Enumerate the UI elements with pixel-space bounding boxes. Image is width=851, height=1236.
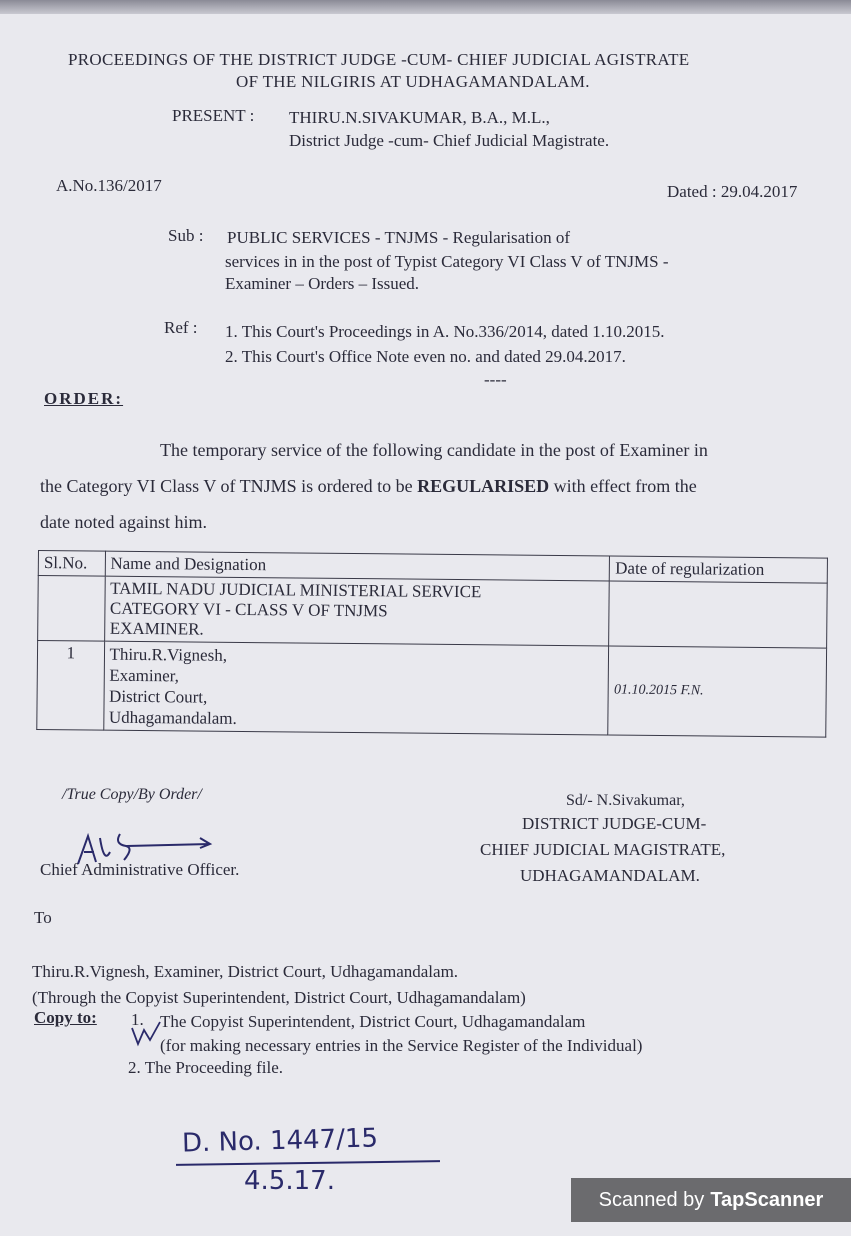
table-row [37, 641, 827, 738]
subject-label: Sub : [168, 226, 204, 245]
category-line-2: CATEGORY VI - CLASS V OF TNJMS [109, 598, 388, 621]
signature-line-1: DISTRICT JUDGE-CUM- [522, 814, 707, 833]
true-copy-note: /True Copy/By Order/ [62, 786, 202, 803]
handwritten-dispatch-number: D. No. 1447/15 [181, 1123, 379, 1159]
header-date: Date of regularization [610, 556, 828, 583]
order-body-line-2 [40, 476, 697, 497]
row-name-line-1: Thiru.R.Vignesh, [109, 644, 228, 665]
regularised-emphasis: REGULARISED [417, 476, 550, 496]
order-body-text: the Category VI Class V of TNJMS is ordered to be [40, 476, 418, 496]
signature-line-2: CHIEF JUDICIAL MAGISTRATE, [480, 840, 726, 859]
subject-line-1: PUBLIC SERVICES - TNJMS - Regularisation of [227, 228, 571, 247]
signature-sd: Sd/- N.Sivakumar, [566, 792, 685, 809]
copy-to-item-2: 2. The Proceeding file. [128, 1058, 284, 1077]
header-line-2: OF THE NILGIRIS AT UDHAGAMANDALAM. [236, 72, 590, 91]
handwritten-tick-mark [128, 1018, 164, 1048]
header-sl-no: Sl.No. [38, 551, 105, 577]
handwritten-date: 4.5.17. [244, 1166, 335, 1196]
present-title: District Judge -cum- Chief Judicial Magistrate. [289, 131, 610, 150]
order-heading: ORDER: [44, 389, 124, 408]
row-name-line-2: Examiner, [109, 665, 180, 686]
category-cell [104, 576, 609, 646]
category-line-1: TAMIL NADU JUDICIAL MINISTERIAL SERVICE [110, 578, 482, 602]
reference-item-2: 2. This Court's Office Note even no. and dated 29.04.2017. [225, 347, 626, 366]
reference-number: A.No.136/2017 [56, 176, 162, 195]
date-issued: Dated : 29.04.2017 [667, 182, 798, 201]
order-body-line-1: The temporary service of the following candidate in the post of Examiner in [160, 440, 708, 460]
row-sl-no: 1 [37, 641, 104, 731]
document-page [0, 14, 851, 1236]
row-name-designation [103, 641, 609, 735]
category-line-3: EXAMINER. [109, 618, 204, 639]
row-name-line-4: Udhagamandalam. [108, 707, 237, 728]
chief-administrative-officer: Chief Administrative Officer. [40, 860, 240, 879]
scan-top-edge [0, 0, 851, 14]
references-label: Ref : [164, 318, 198, 337]
addressee-line-2: (Through the Copyist Superintendent, District Court, Udhagamandalam) [32, 988, 526, 1007]
separator: ---- [484, 370, 507, 389]
order-body-text-end: with effect from the [549, 476, 697, 496]
handwritten-underline [176, 1160, 440, 1166]
copy-to-item-1-note: (for making necessary entries in the Service Register of the Individual) [160, 1036, 643, 1055]
copy-to-label: Copy to: [34, 1008, 97, 1027]
to-label: To [34, 908, 52, 927]
row-name-line-3: District Court, [109, 686, 208, 707]
regularization-table [36, 550, 828, 738]
present-name: THIRU.N.SIVAKUMAR, B.A., M.L., [289, 108, 550, 127]
present-label: PRESENT : [172, 106, 255, 125]
badge-prefix: Scanned by [598, 1188, 705, 1211]
header-name-designation: Name and Designation [105, 551, 610, 581]
copy-to-item-1: The Copyist Superintendent, District Court, Udhagamandalam [160, 1012, 586, 1031]
header-line-1: PROCEEDINGS OF THE DISTRICT JUDGE -CUM- CHIEF JUDICIAL AGISTRATE [68, 50, 690, 69]
subject-line-2: services in in the post of Typist Category VI Class V of TNJMS - [225, 252, 669, 271]
row-regularization-date: 01.10.2015 F.N. [608, 646, 827, 737]
signature-line-3: UDHAGAMANDALAM. [520, 866, 700, 885]
category-sl-empty [38, 576, 105, 642]
category-row [38, 576, 828, 649]
copy-to-number-1: 1. [131, 1010, 144, 1029]
subject-line-3: Examiner – Orders – Issued. [225, 274, 420, 293]
addressee-line-1: Thiru.R.Vignesh, Examiner, District Court, Udhagamandalam. [32, 962, 459, 981]
scanner-watermark-badge [571, 1178, 851, 1222]
category-date-empty [609, 581, 827, 648]
badge-brand: TapScanner [710, 1188, 824, 1211]
order-body-line-3: date noted against him. [40, 512, 207, 532]
reference-item-1: 1. This Court's Proceedings in A. No.336/2014, dated 1.10.2015. [225, 322, 665, 341]
